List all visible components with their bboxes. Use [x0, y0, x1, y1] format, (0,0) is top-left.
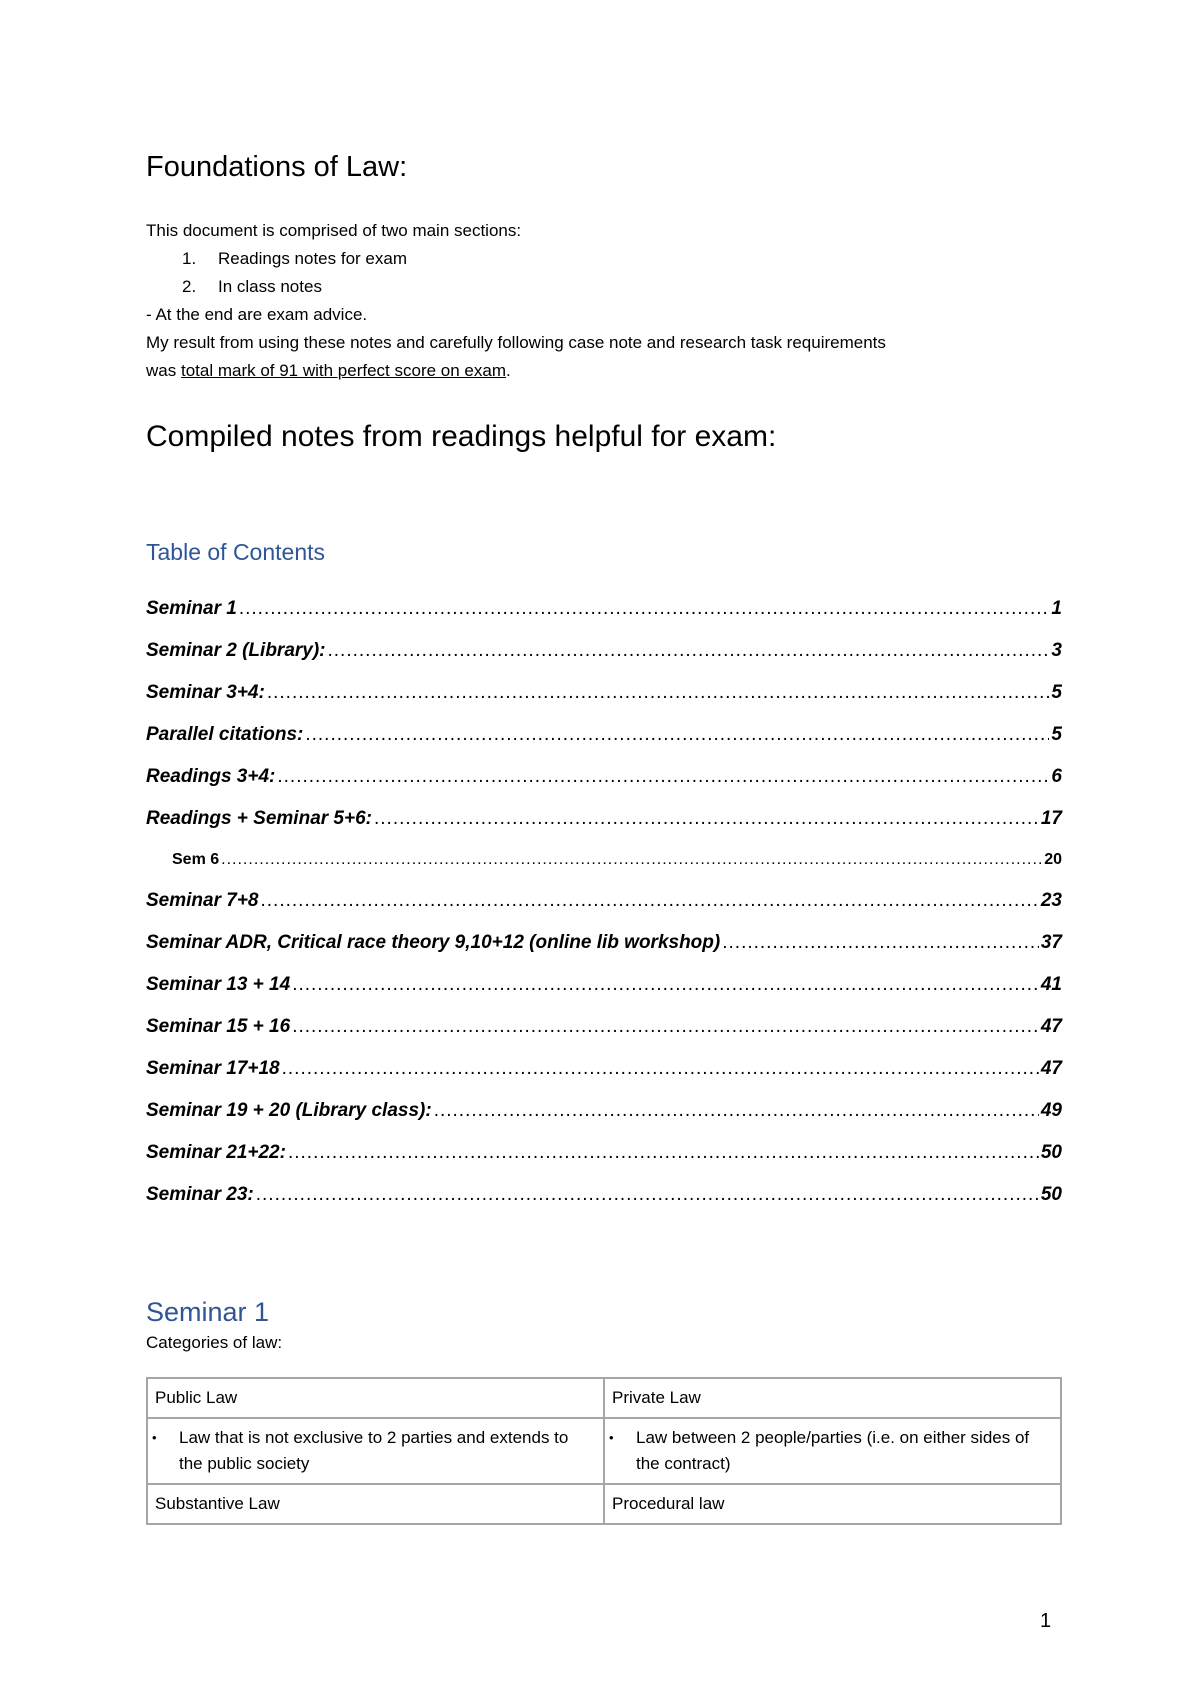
table-row — [147, 1418, 1061, 1484]
compiled-heading: Compiled notes from readings helpful for exam: — [146, 419, 777, 453]
document-content — [146, 150, 1062, 1525]
list-text: In class notes — [218, 276, 322, 296]
result-line-2 — [146, 357, 1062, 385]
toc-leader — [267, 672, 1050, 714]
toc-label: Seminar 2 (Library): — [146, 640, 326, 662]
bullet-text: Law that is not exclusive to 2 parties and extends to the public society — [179, 1427, 569, 1473]
toc-entry[interactable] — [146, 756, 1062, 798]
table-of-contents — [146, 588, 1062, 1216]
toc-leader — [722, 922, 1039, 964]
toc-page: 23 — [1040, 890, 1062, 912]
toc-label: Seminar 21+22: — [146, 1142, 286, 1164]
toc-page: 17 — [1040, 808, 1062, 830]
table-row — [147, 1378, 1061, 1418]
table-cell: Procedural law — [604, 1484, 1061, 1524]
toc-page: 37 — [1040, 932, 1062, 954]
toc-leader — [292, 964, 1039, 1006]
toc-leader — [305, 714, 1049, 756]
toc-leader — [256, 1174, 1039, 1216]
toc-entry[interactable] — [146, 922, 1062, 964]
toc-heading: Table of Contents — [146, 538, 326, 565]
bullet-text: Law between 2 people/parties (i.e. on either sides of the contract) — [636, 1427, 1030, 1473]
toc-leader — [374, 798, 1039, 840]
toc-entry[interactable] — [146, 880, 1062, 922]
table-cell: Private Law — [604, 1378, 1061, 1418]
toc-entry[interactable] — [146, 1048, 1062, 1090]
list-text: Readings notes for exam — [218, 248, 407, 268]
toc-label: Readings 3+4: — [146, 766, 276, 788]
toc-label: Seminar ADR, Critical race theory 9,10+12 (online lib workshop) — [146, 932, 721, 954]
toc-label: Seminar 19 + 20 (Library class): — [146, 1100, 432, 1122]
toc-page: 41 — [1040, 974, 1062, 996]
list-number: 1. — [182, 248, 197, 268]
toc-entry[interactable] — [146, 1006, 1062, 1048]
table-cell: Substantive Law — [147, 1484, 604, 1524]
toc-entry[interactable] — [146, 672, 1062, 714]
toc-page: 5 — [1051, 682, 1062, 704]
toc-entry[interactable] — [146, 964, 1062, 1006]
toc-entry[interactable] — [146, 1132, 1062, 1174]
toc-page: 47 — [1040, 1058, 1062, 1080]
toc-leader — [328, 630, 1050, 672]
toc-entry[interactable] — [146, 630, 1062, 672]
table-cell — [147, 1418, 604, 1484]
toc-leader — [277, 756, 1049, 798]
page-number: 1 — [1040, 1610, 1052, 1632]
result-prefix: was — [146, 360, 181, 380]
law-categories-table — [146, 1377, 1062, 1525]
toc-label: Seminar 15 + 16 — [146, 1016, 291, 1038]
toc-entry[interactable] — [146, 840, 1062, 880]
result-underlined: total mark of 91 with perfect score on exam — [180, 360, 507, 380]
toc-page: 47 — [1040, 1016, 1062, 1038]
toc-label: Seminar 17+18 — [146, 1058, 280, 1080]
toc-page: 6 — [1051, 766, 1062, 788]
toc-page: 50 — [1040, 1142, 1062, 1164]
table-cell — [604, 1418, 1061, 1484]
seminar-1-heading: Seminar 1 — [146, 1297, 270, 1328]
toc-leader — [292, 1006, 1039, 1048]
list-item — [146, 245, 1062, 273]
toc-page: 50 — [1040, 1184, 1062, 1206]
toc-label: Readings + Seminar 5+6: — [146, 808, 372, 830]
toc-leader — [434, 1090, 1039, 1132]
list-number: 2. — [182, 276, 197, 296]
toc-entry[interactable] — [146, 1090, 1062, 1132]
toc-label: Seminar 3+4: — [146, 682, 265, 704]
toc-leader — [261, 880, 1039, 922]
table-row — [147, 1484, 1061, 1524]
intro-line: This document is comprised of two main sections: — [146, 220, 522, 240]
toc-label: Seminar 1 — [146, 598, 237, 620]
toc-leader — [221, 840, 1042, 880]
toc-page: 3 — [1051, 640, 1062, 662]
toc-entry[interactable] — [146, 798, 1062, 840]
bullet-item — [152, 1425, 596, 1477]
end-note: - At the end are exam advice. — [146, 304, 368, 324]
toc-leader — [282, 1048, 1039, 1090]
bullet-icon: • — [609, 1429, 614, 1445]
toc-page: 20 — [1044, 851, 1062, 869]
sections-list — [146, 245, 1062, 301]
toc-entry[interactable] — [146, 1174, 1062, 1216]
toc-leader — [239, 588, 1050, 630]
bullet-icon: • — [152, 1429, 157, 1445]
result-line-1: My result from using these notes and carefully following case note and research task requirements — [146, 332, 886, 352]
table-cell: Public Law — [147, 1378, 604, 1418]
toc-entry[interactable] — [146, 588, 1062, 630]
toc-entry[interactable] — [146, 714, 1062, 756]
toc-label: Seminar 13 + 14 — [146, 974, 291, 996]
toc-page: 5 — [1051, 724, 1062, 746]
toc-page: 49 — [1040, 1100, 1062, 1122]
toc-page: 1 — [1051, 598, 1062, 620]
bullet-item — [609, 1425, 1053, 1477]
toc-label: Seminar 7+8 — [146, 890, 259, 912]
toc-label: Sem 6 — [172, 851, 220, 869]
toc-label: Seminar 23: — [146, 1184, 254, 1206]
toc-label: Parallel citations: — [146, 724, 304, 746]
categories-label: Categories of law: — [146, 1332, 283, 1352]
document-title: Foundations of Law: — [146, 151, 408, 183]
result-suffix: . — [506, 360, 511, 380]
list-item — [146, 273, 1062, 301]
toc-leader — [288, 1132, 1039, 1174]
intro-block — [146, 217, 1062, 385]
